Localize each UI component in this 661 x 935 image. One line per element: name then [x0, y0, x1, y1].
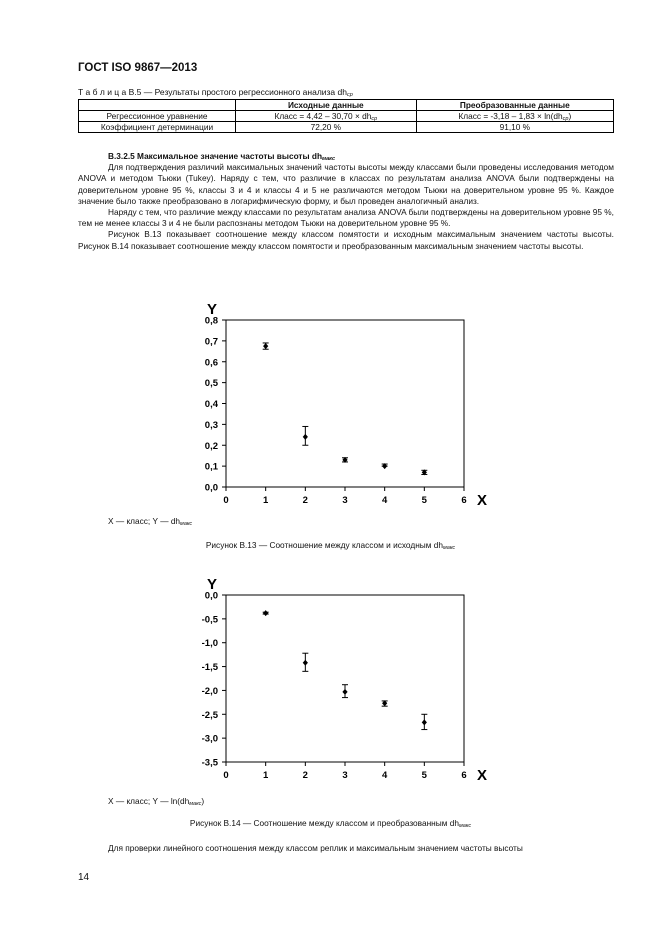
- fig14-data-point: [422, 719, 427, 725]
- fig13-data-point: [263, 343, 268, 349]
- table-cell: Класс = $4,42 - 30,70 \times dh_{ср}$: [236, 111, 417, 122]
- fig14-y-tick-label: -1,5: [201, 662, 218, 674]
- fig13-y-tick-label: 0,3: [204, 419, 218, 431]
- fig13-y-axis-label: Y: [206, 301, 218, 318]
- figure-13-chart: [190, 290, 490, 515]
- fig13-x-tick-label: 5: [421, 495, 427, 506]
- fig13-x-tick-label: 0: [223, 495, 229, 506]
- fig13-x-tick-label: 6: [461, 495, 467, 506]
- fig13-x-axis-label: X: [476, 492, 488, 509]
- table-caption: Т а б л и ц а В.5 — Результаты простого регрессионного анализа $dh_{ср}$: [78, 87, 353, 98]
- fig13-y-tick-label: 0,2: [204, 440, 218, 452]
- fig14-x-tick-label: 6: [461, 770, 467, 781]
- table-header-transformed: Преобразованные данные: [416, 100, 613, 111]
- fig14-y-tick-label: -0,5: [201, 614, 218, 626]
- section-heading: В.3.2.5 Максимальное значение частоты высоты $dh_{макс}$: [108, 151, 336, 162]
- fig13-y-tick-label: 0,0: [204, 482, 218, 494]
- fig14-y-tick-label: -3,0: [201, 733, 218, 745]
- table-header-row: [79, 100, 614, 111]
- regression-results-table: [78, 99, 614, 133]
- fig14-y-tick-label: -1,0: [201, 638, 218, 650]
- table-row-label: Регрессионное уравнение: [79, 111, 236, 122]
- fig14-x-tick-label: 5: [421, 770, 427, 781]
- fig14-x-tick-label: 3: [342, 770, 348, 781]
- document-header: ГОСТ ISO 9867—2013: [78, 62, 198, 74]
- table-cell: 72,20 %: [236, 122, 417, 133]
- page-number: 14: [78, 872, 90, 883]
- fig13-x-tick-label: 1: [263, 495, 269, 506]
- fig14-y-tick-label: -2,5: [201, 709, 218, 721]
- fig13-x-tick-label: 4: [382, 495, 388, 506]
- fig14-x-tick-label: 2: [302, 770, 308, 781]
- section-body: [78, 151, 614, 252]
- fig13-x-tick-label: 2: [302, 495, 308, 506]
- fig14-x-tick-label: 4: [382, 770, 388, 781]
- fig13-y-tick-label: 0,6: [204, 357, 218, 369]
- table-row-label: Коэффициент детерминации: [79, 122, 236, 133]
- figure-13-legend: X — класс; Y — $dh_{макс}$: [108, 516, 193, 527]
- figure-14-caption: Рисунок В.14 — Соотношение между классом и преобразованным $dh_{макс}$: [189, 818, 472, 829]
- figure-14-chart: [190, 565, 490, 787]
- fig14-data-point: [342, 689, 347, 695]
- fig13-y-tick-label: 0,1: [204, 461, 218, 473]
- table-header-empty: [79, 100, 236, 111]
- table-header-original: Исходные данные: [236, 100, 417, 111]
- table-row: [79, 122, 614, 133]
- table-cell: 91,10 %: [416, 122, 613, 133]
- fig14-data-point: [263, 610, 268, 616]
- fig13-x-tick-label: 3: [342, 495, 348, 506]
- paragraph: Для подтверждения различий максимальных значений частоты высоты между классами были проведены исследования методом ANOVA и методом Тьюки (Tukey). Наряду с тем, что различие в классах по результатам анализа ANOVA были подтверждены на доверительном уровне 95 %, классы 3 и 4 и классы 4 и 5 не различаются методом Тьюки на доверительном уровне 95 %. Каждое значение было также преобразовано в логарифмическую форму, и был проведен аналогичный анализ.: [78, 162, 614, 206]
- table-row: [79, 111, 614, 122]
- fig14-x-tick-label: 0: [223, 770, 229, 781]
- figure-13-caption: Рисунок В.13 — Соотношение между классом и исходным $dh_{макс}$: [205, 540, 456, 551]
- fig13-y-tick-label: 0,4: [204, 399, 218, 410]
- fig14-data-point: [303, 660, 308, 666]
- fig14-y-tick-label: 0,0: [204, 590, 218, 602]
- table-cell: Класс = $-3,18 - 1,83 \times \ln(dh_{ср})$: [416, 111, 613, 122]
- figure-14-legend: X — класс; Y — $\ln(dh_{макс})$: [108, 796, 205, 807]
- fig14-y-tick-label: -3,5: [201, 757, 218, 769]
- fig14-y-tick-label: -2,0: [201, 685, 218, 697]
- fig13-y-tick-label: 0,7: [204, 336, 218, 348]
- paragraph: Рисунок В.13 показывает соотношение между классом помятости и исходным максимальным значением частоты высоты. Рисунок В.14 показывает соотношение между классом помятости и преобразованным максимальным значением частоты высоты.: [78, 229, 614, 251]
- fig14-y-axis-label: Y: [206, 576, 218, 593]
- fig13-y-tick-label: 0,8: [204, 315, 218, 327]
- fig14-x-tick-label: 1: [263, 770, 269, 781]
- paragraph: Наряду с тем, что различие между классами по результатам анализа ANOVA были подтверждены на доверительном уровне 95 %, тем не менее классы 3 и 4 не были распознаны методом Тьюки на доверительном уровне 95 %.: [78, 207, 614, 229]
- fig14-plot-frame: [226, 595, 464, 762]
- fig13-data-point: [303, 434, 308, 440]
- fig14-x-axis-label: X: [476, 767, 488, 784]
- final-paragraph-line: Для проверки линейного соотношения между классом реплик и максимальным значением частоты высоты: [108, 843, 523, 853]
- fig13-y-tick-label: 0,5: [204, 378, 218, 390]
